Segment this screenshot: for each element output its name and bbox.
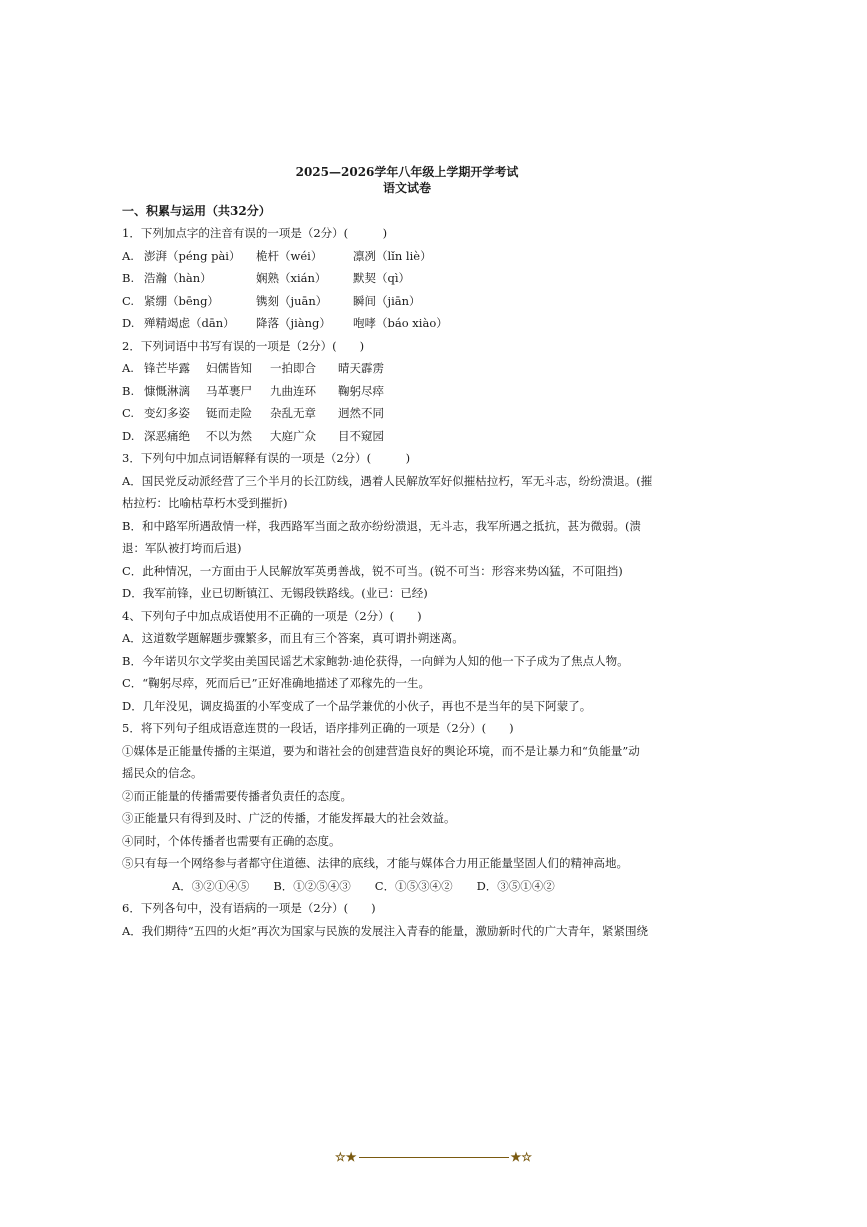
question-6-stem: 6．下列各句中，没有语病的一项是（2分）( ): [122, 901, 376, 915]
q3-text-line: 枯拉朽：比喻枯草朽木受到摧折): [122, 496, 288, 510]
q1-option-c: [122, 290, 692, 313]
footer-divider: [359, 1157, 509, 1158]
option-item: 妇儒皆知: [206, 361, 252, 375]
option-item: 降落（jiàng）: [256, 316, 331, 330]
q5-choice-a: A．③②①④⑤: [172, 878, 250, 893]
option-item: 一拍即合: [270, 361, 316, 375]
star-icon: ★☆: [510, 1150, 533, 1164]
q4-text-line: D．几年没见，调皮捣蛋的小军变成了一个品学兼优的小伙子，再也不是当年的吴下阿蒙了。: [122, 698, 592, 713]
q3-text-line: A．国民党反动派经营了三个半月的长江防线，遇着人民解放军好似摧枯拉朽，军无斗志，纷纷溃退。(摧: [122, 473, 653, 488]
q2-option-b: [122, 380, 692, 403]
q6-text-line: A．我们期待“五四的火炬”再次为国家与民族的发展注入青春的能量，激励新时代的广大青年，紧紧围绕: [122, 923, 649, 938]
option-item: 锋芒毕露: [144, 361, 190, 375]
option-item: 瞬间（jiān）: [353, 293, 421, 308]
question-4-stem: 4、下列句子中加点成语使用不正确的一项是（2分）( ): [122, 608, 422, 623]
page-footer: [0, 1150, 867, 1164]
option-item: 浩瀚（hàn）: [144, 271, 212, 285]
option-label: D.: [122, 428, 135, 443]
q5-choice-d: D．③⑤①④②: [476, 878, 555, 893]
option-label: B.: [122, 271, 135, 285]
q5-text-line: ④同时，个体传播者也需要有正确的态度。: [122, 833, 341, 848]
option-item: 桅杆（wéi）: [256, 248, 323, 263]
option-item: 大庭广众: [270, 428, 316, 443]
option-item: 紧绷（bēng）: [144, 293, 219, 308]
q1-option-a: [122, 245, 692, 268]
option-item: 杂乱无章: [270, 406, 316, 420]
q5-text-line: ③正能量只有得到及时、广泛的传播，才能发挥最大的社会效益。: [122, 811, 456, 825]
q2-option-c: [122, 402, 692, 425]
option-item: 殚精竭虑（dān）: [144, 316, 235, 330]
option-item: 深恶痛绝: [144, 428, 190, 443]
question-1-stem: 1．下列加点字的注音有误的一项是（2分）( ): [122, 226, 388, 240]
q3-text-line: D．我军前锋，业已切断镇江、无锡段铁路线。(业已：已经): [122, 586, 428, 600]
q5-choices: [122, 875, 692, 898]
option-item: 迥然不同: [338, 406, 384, 420]
option-label: D.: [122, 316, 135, 330]
exam-subtitle: 语文试卷: [382, 181, 431, 195]
q2-option-d: [122, 425, 692, 448]
q3-text-line: B．和中路军所遇敌情一样，我西路军当面之敌亦纷纷溃退，无斗志，我军所遇之抵抗，甚为微弱。(溃: [122, 518, 641, 533]
q5-choice-c: C．①⑤③④②: [374, 878, 453, 893]
question-5-stem: 5．将下列句子组成语意连贯的一段话，语序排列正确的一项是（2分）( ): [122, 721, 514, 735]
option-item: 马革裹尸: [206, 383, 252, 398]
q3-text-line: 退：军队被打垮而后退): [122, 541, 242, 555]
option-item: 不以为然: [206, 428, 252, 443]
option-item: 九曲连环: [270, 383, 316, 398]
q4-text-line: B．今年诺贝尔文学奖由美国民谣艺术家鲍勃·迪伦获得，一向鲜为人知的他一下子成为了焦点人物。: [122, 653, 629, 668]
option-label: A.: [122, 248, 134, 263]
option-item: 娴熟（xián）: [256, 271, 327, 285]
question-3-stem: 3．下列句中加点词语解释有误的一项是（2分）( ): [122, 451, 411, 465]
q3-text-line: C．此种情况，一方面由于人民解放军英勇善战，锐不可当。(锐不可当：形容来势凶猛，不可阻挡): [122, 563, 623, 578]
q2-option-a: [122, 357, 692, 380]
option-label: B.: [122, 383, 135, 398]
option-label: C.: [122, 293, 135, 308]
q4-text-line: C．“鞠躬尽瘁，死而后已”正好准确地描述了邓稼先的一生。: [122, 676, 431, 690]
exam-title: 2025—2026学年八年级上学期开学考试: [295, 165, 519, 179]
exam-content: [122, 164, 692, 942]
option-label: C.: [122, 406, 135, 420]
option-item: 默契（qì）: [353, 271, 411, 285]
option-item: 目不窥园: [338, 428, 384, 443]
star-icon: ☆★: [334, 1150, 357, 1164]
option-item: 咆哮（báo xiào）: [353, 316, 448, 330]
q5-choice-b: B．①②⑤④③: [273, 878, 351, 893]
q5-text-line: ②而正能量的传播需要传播者负责任的态度。: [122, 788, 352, 803]
option-item: 变幻多姿: [144, 406, 190, 420]
q4-text-line: A．这道数学题解题步骤繁多，而且有三个答案，真可谓扑朔迷离。: [122, 631, 464, 645]
section-heading: 一、积累与运用（共32分）: [122, 204, 271, 218]
q5-text-line: 摇民众的信念。: [122, 766, 203, 780]
option-item: 鞠躬尽瘁: [338, 383, 384, 398]
q1-option-d: [122, 312, 692, 335]
option-item: 慷慨淋漓: [144, 383, 190, 398]
option-item: 澎湃（péng pài）: [144, 248, 241, 263]
q1-option-b: [122, 267, 692, 290]
option-item: 铤而走险: [206, 406, 252, 420]
q5-text-line: ⑤只有每一个网络参与者都守住道德、法律的底线，才能与媒体合力用正能量坚固人们的精神高地。: [122, 856, 628, 870]
option-item: 晴天霹雳: [338, 361, 384, 375]
option-item: 镌刻（juān）: [256, 293, 328, 308]
q5-text-line: ①媒体是正能量传播的主渠道，要为和谐社会的创建营造良好的舆论环境，而不是让暴力和“负能量”动: [122, 743, 640, 758]
option-item: 凛冽（lǐn liè）: [353, 248, 432, 263]
option-label: A.: [122, 361, 134, 375]
question-2-stem: 2．下列词语中书写有误的一项是（2分）( ): [122, 338, 365, 353]
